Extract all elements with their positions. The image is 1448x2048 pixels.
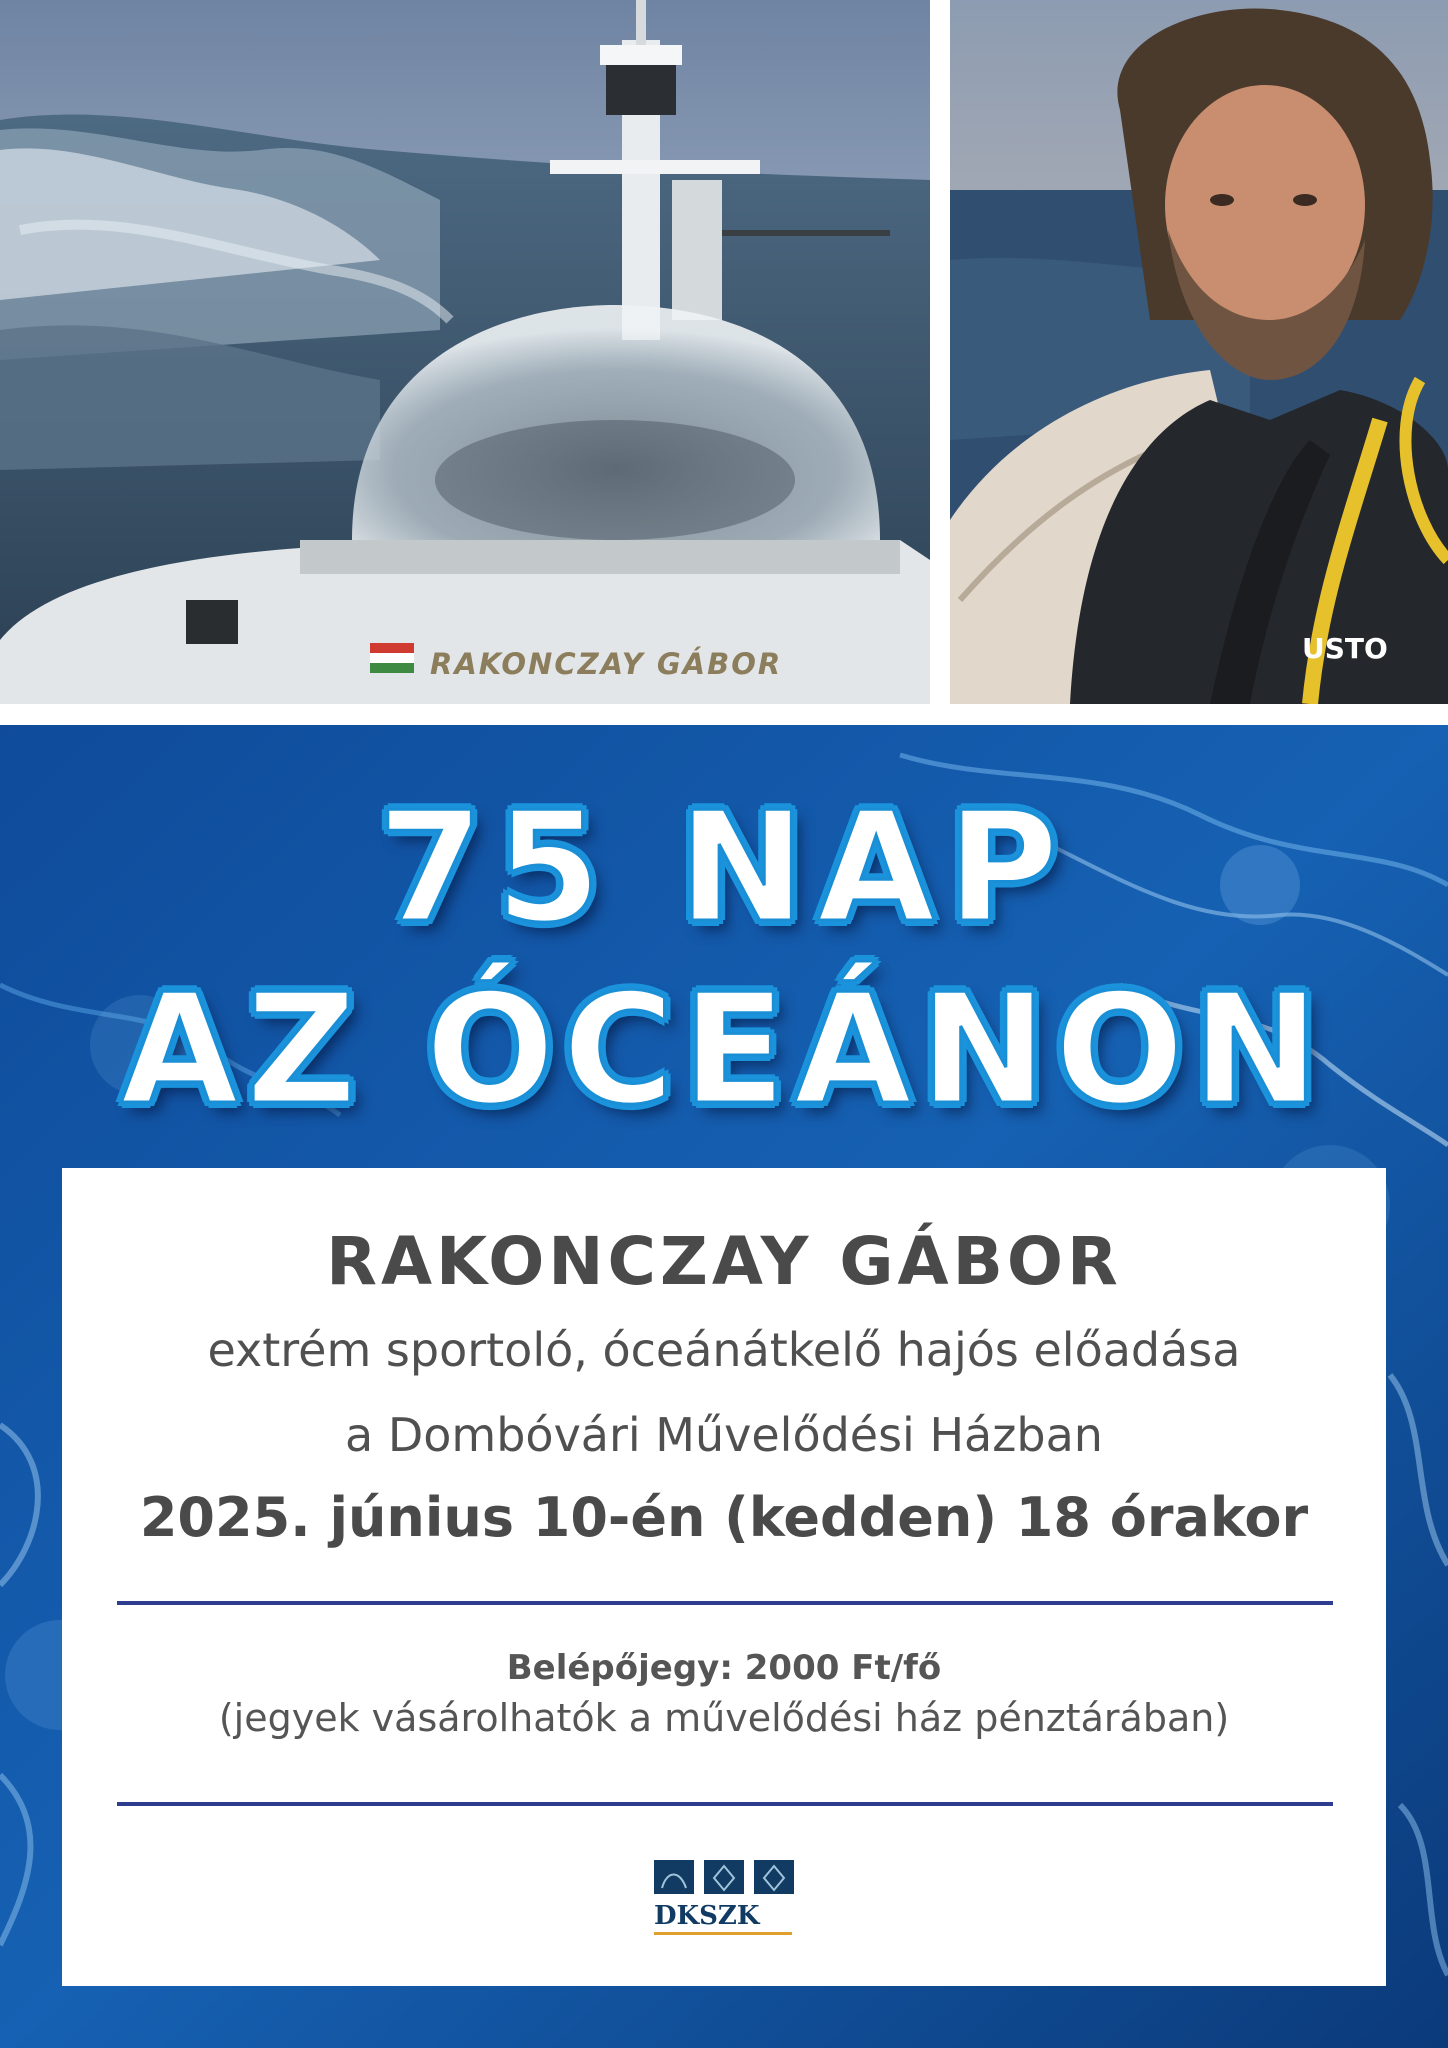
hungarian-flag-green-stripe bbox=[370, 663, 414, 673]
headline-line-2: AZ ÓCEÁNON bbox=[120, 961, 1328, 1138]
event-date: 2025. június 10-én (kedden) 18 órakor bbox=[139, 1486, 1309, 1549]
dkszk-logo bbox=[652, 1858, 797, 1958]
speaker-description-line-1: extrém sportoló, óceánátkelő hajós előadása bbox=[207, 1323, 1241, 1377]
speaker-description-line-2: a Dombóvári Művelődési Házban bbox=[345, 1408, 1103, 1462]
boat-photo-illustration bbox=[0, 0, 930, 704]
speaker-name: RAKONCZAY GÁBOR bbox=[326, 1223, 1122, 1300]
dkszk-logo-mark bbox=[652, 1858, 797, 1958]
headline-line-1: 75 NAP bbox=[377, 779, 1071, 956]
event-info-card bbox=[62, 1168, 1386, 1986]
jacket-brand-text: USTO bbox=[1302, 632, 1388, 665]
ticket-note: (jegyek vásárolhatók a művelődési ház pénztárában) bbox=[218, 1696, 1230, 1740]
portrait-photo-illustration bbox=[950, 0, 1448, 704]
divider-top bbox=[117, 1601, 1333, 1605]
hull-name-text: RAKONCZAY GÁBOR bbox=[430, 647, 783, 681]
ticket-price: Belépőjegy: 2000 Ft/fő bbox=[506, 1648, 942, 1688]
hungarian-flag-white-stripe bbox=[370, 653, 414, 663]
logo-text: DKSZK bbox=[654, 1901, 760, 1931]
divider-bottom bbox=[117, 1802, 1333, 1806]
hungarian-flag-red-stripe bbox=[370, 643, 414, 653]
boat-photo bbox=[0, 0, 930, 704]
portrait-photo bbox=[950, 0, 1448, 704]
